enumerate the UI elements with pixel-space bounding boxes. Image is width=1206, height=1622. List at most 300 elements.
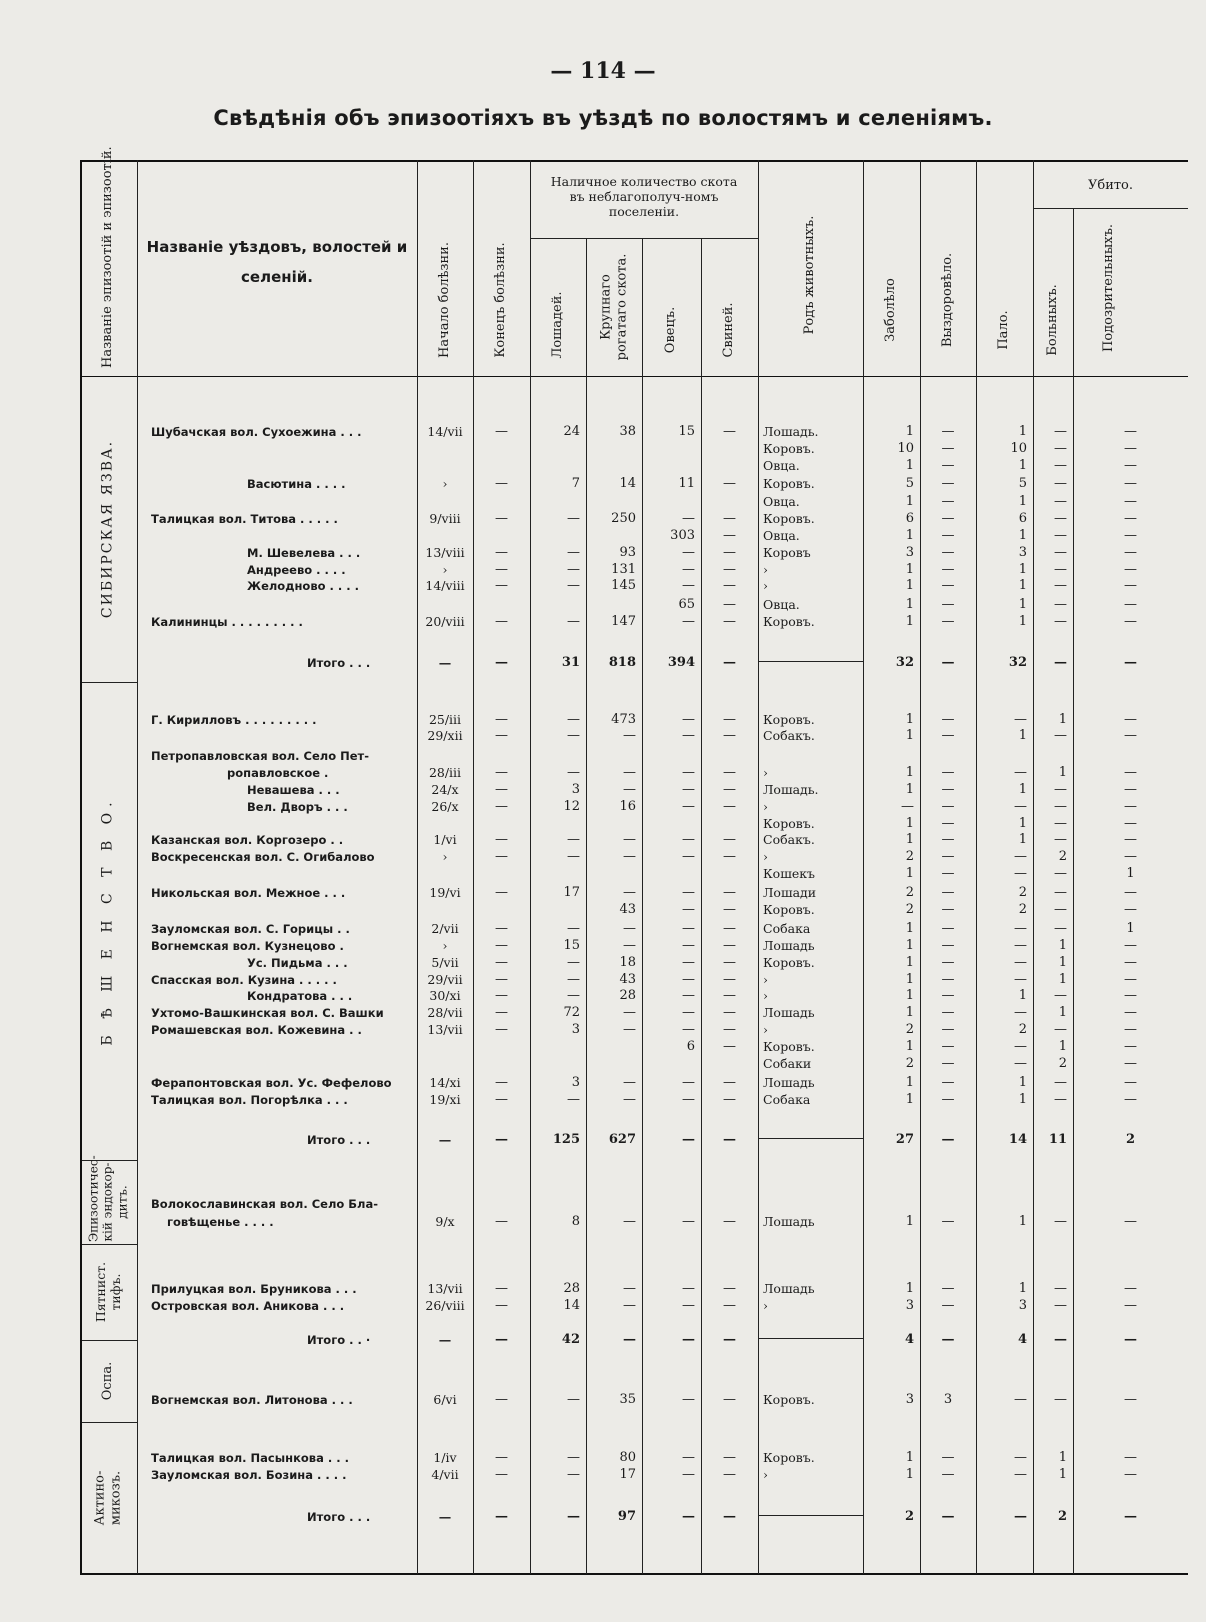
cell-pigs: — xyxy=(723,1392,736,1407)
cell-horses: 7 xyxy=(571,476,580,491)
cell-kind: Овца. xyxy=(763,528,800,543)
cell-kp: — xyxy=(1124,1332,1137,1347)
cell-ks: 2 xyxy=(1058,1056,1067,1071)
cell-died: — xyxy=(1014,1005,1027,1020)
cell-start: 29/vii xyxy=(427,972,463,987)
cell-ks: — xyxy=(1054,511,1067,526)
cell-sick: 1 xyxy=(905,1039,914,1054)
cell-start: 30/xi xyxy=(429,988,461,1003)
cell-pigs: — xyxy=(723,545,736,560)
episootic-table xyxy=(80,146,1188,1574)
cell-horses: — xyxy=(567,1092,580,1107)
cell-start: 26/viii xyxy=(425,1298,465,1313)
cell-sick: 2 xyxy=(905,1056,914,1071)
cell-rec: — xyxy=(941,1214,955,1229)
cell-pigs: — xyxy=(723,655,736,670)
row-name: Зауломская вол. С. Горицы . . xyxy=(151,922,350,936)
row-name: М. Шевелева . . . xyxy=(247,546,361,560)
total-underline xyxy=(758,1138,863,1139)
cell-sick: 1 xyxy=(905,1214,914,1229)
cell-died: 4 xyxy=(1017,1332,1027,1347)
cell-sick: 1 xyxy=(905,728,914,743)
cell-kind: › xyxy=(763,1467,768,1482)
header-cattle: Крупнаго рогатаго скота. xyxy=(598,253,629,361)
cell-rec: — xyxy=(941,614,955,629)
cell-kind: Овца. xyxy=(763,458,800,473)
cell-end: — xyxy=(495,765,508,780)
cell-ks: — xyxy=(1054,476,1067,491)
cell-sheep: — xyxy=(682,938,695,953)
cell-cattle: — xyxy=(623,728,636,743)
cell-died: — xyxy=(1014,955,1027,970)
cell-ks: 1 xyxy=(1058,938,1067,953)
cell-pigs: — xyxy=(723,1298,736,1313)
cell-horses: — xyxy=(567,712,580,727)
cell-horses: 15 xyxy=(563,938,580,953)
total-row-label: Итого . . · xyxy=(307,1333,371,1347)
cell-sheep: — xyxy=(682,1332,695,1347)
cell-died: — xyxy=(1014,1039,1027,1054)
cell-kp: — xyxy=(1124,458,1137,473)
cell-kp: — xyxy=(1124,1467,1137,1482)
cell-rec: — xyxy=(941,511,955,526)
cell-start: 1/iv xyxy=(433,1450,457,1465)
cell-pigs: — xyxy=(723,614,736,629)
cell-died: — xyxy=(1014,1467,1027,1482)
cell-died: 2 xyxy=(1018,1022,1027,1037)
cell-cattle: — xyxy=(623,1022,636,1037)
cell-end: — xyxy=(495,782,508,797)
cell-rec: — xyxy=(941,988,955,1003)
cell-rec: — xyxy=(941,545,955,560)
cell-rec: — xyxy=(941,1281,955,1296)
cell-pigs: — xyxy=(723,528,736,543)
row-name: Ухтомо-Вашкинская вол. С. Вашки xyxy=(151,1006,384,1020)
cell-pigs: — xyxy=(723,885,736,900)
row-name: Ромашевская вол. Кожевина . . xyxy=(151,1023,362,1037)
cell-cattle: — xyxy=(623,1214,636,1229)
cell-ks: — xyxy=(1054,799,1067,814)
cell-kind: Коровъ. xyxy=(763,902,815,917)
cell-horses: 28 xyxy=(563,1281,580,1296)
cell-end: — xyxy=(495,545,508,560)
cell-rec: — xyxy=(941,1467,955,1482)
cell-start: 14/vii xyxy=(427,424,463,439)
cell-ks: — xyxy=(1054,578,1067,593)
cell-horses: — xyxy=(567,578,580,593)
cell-sick: 1 xyxy=(905,938,914,953)
cell-horses: — xyxy=(567,988,580,1003)
cell-rec: — xyxy=(941,476,955,491)
cell-ks: — xyxy=(1054,885,1067,900)
cell-sheep: — xyxy=(682,614,695,629)
cell-end: — xyxy=(495,1450,508,1465)
cell-start: 24/x xyxy=(431,782,459,797)
cell-kp: — xyxy=(1124,1450,1137,1465)
cell-kp: — xyxy=(1124,494,1137,509)
cell-died: 1 xyxy=(1018,458,1027,473)
cell-end: — xyxy=(495,1214,508,1229)
cell-end: — xyxy=(495,799,508,814)
cell-kind: › xyxy=(763,988,768,1003)
total-row-label: Итого . . . xyxy=(307,1510,371,1524)
cell-kp: — xyxy=(1124,712,1137,727)
cell-cattle: 627 xyxy=(608,1132,636,1147)
row-name: Калининцы . . . . . . . . . xyxy=(151,615,303,629)
cell-horses: 3 xyxy=(571,1075,580,1090)
cell-ks: — xyxy=(1054,597,1067,612)
cell-pigs: — xyxy=(723,972,736,987)
cell-died: 1 xyxy=(1018,1214,1027,1229)
cell-pigs: — xyxy=(723,921,736,936)
killed-group-rule xyxy=(1033,208,1188,209)
cell-ks: — xyxy=(1054,921,1067,936)
total-row-label: Итого . . . xyxy=(307,656,371,670)
cell-pigs: — xyxy=(723,597,736,612)
cell-sheep: — xyxy=(682,1214,695,1229)
cell-rec: — xyxy=(941,1132,955,1147)
cell-sheep: — xyxy=(682,1298,695,1313)
cell-rec: — xyxy=(941,458,955,473)
cell-died: — xyxy=(1014,1392,1027,1407)
cell-kind: Коровъ. xyxy=(763,1450,815,1465)
cell-ks: 1 xyxy=(1058,712,1067,727)
cell-kp: 2 xyxy=(1125,1132,1136,1147)
row-name: Зауломская вол. Бозина . . . . xyxy=(151,1468,347,1482)
cell-kp: — xyxy=(1124,1056,1137,1071)
total-underline xyxy=(758,1515,863,1516)
cell-ks: 1 xyxy=(1058,972,1067,987)
cell-kp: — xyxy=(1124,614,1137,629)
row-name: Спасская вол. Кузина . . . . . xyxy=(151,973,337,987)
cell-sick: 1 xyxy=(905,782,914,797)
cell-kp: — xyxy=(1124,782,1137,797)
cell-pigs: — xyxy=(723,902,736,917)
cell-ks: 1 xyxy=(1058,765,1067,780)
cell-cattle: 93 xyxy=(619,545,636,560)
cell-end: — xyxy=(495,1298,508,1313)
cell-start: 14/xi xyxy=(429,1075,461,1090)
cell-sick: 1 xyxy=(905,1092,914,1107)
cell-cattle: — xyxy=(623,938,636,953)
cell-ks: — xyxy=(1054,866,1067,881)
cell-start: — xyxy=(438,655,452,670)
header-name: Названіе уѣздовъ, волостей и селеній. xyxy=(146,238,408,286)
cell-died: 3 xyxy=(1018,1298,1027,1313)
cell-pigs: — xyxy=(723,782,736,797)
group-sep xyxy=(80,1244,137,1245)
cell-sick: 2 xyxy=(905,902,914,917)
header-bottom-rule xyxy=(80,376,1188,377)
cell-ks: — xyxy=(1054,1092,1067,1107)
header-disease: Названіе эпизоотій и эпизоотій. xyxy=(100,146,116,368)
cell-sick: 1 xyxy=(905,866,914,881)
cell-ks: — xyxy=(1054,1075,1067,1090)
cell-rec: — xyxy=(941,1509,955,1524)
cell-horses: — xyxy=(567,972,580,987)
cell-pigs: — xyxy=(723,1022,736,1037)
row-name: Ус. Пидьма . . . xyxy=(247,956,348,970)
cell-cattle: — xyxy=(623,921,636,936)
cell-sick: 2 xyxy=(904,1509,914,1524)
cell-sheep: — xyxy=(682,955,695,970)
cell-pigs: — xyxy=(723,849,736,864)
cell-ks: — xyxy=(1054,494,1067,509)
cell-cattle: 17 xyxy=(619,1467,636,1482)
table-top-rule xyxy=(80,160,1188,162)
cell-start: › xyxy=(442,476,448,491)
group-label: Эпизоотичес-кій эндокор-дитъ. xyxy=(86,1155,130,1242)
cell-kind: › xyxy=(763,578,768,593)
cell-ks: — xyxy=(1054,1392,1067,1407)
cell-rec: — xyxy=(941,528,955,543)
cell-sick: 1 xyxy=(905,816,914,831)
cell-sick: 1 xyxy=(905,1467,914,1482)
cell-sheep: — xyxy=(682,578,695,593)
header-end: Конецъ болѣзни. xyxy=(493,242,509,358)
cell-kp: — xyxy=(1124,849,1137,864)
cell-sick: 27 xyxy=(895,1132,914,1147)
cell-horses: 125 xyxy=(552,1132,580,1147)
cell-died: 1 xyxy=(1018,1092,1027,1107)
cell-sheep: 11 xyxy=(678,476,695,491)
cell-kind: Лошадь. xyxy=(763,782,819,797)
cell-kind: Собакъ. xyxy=(763,728,815,743)
cell-rec: — xyxy=(941,816,955,831)
cell-start: 20/viii xyxy=(425,614,465,629)
cell-sheep: — xyxy=(682,1075,695,1090)
row-name: Невашева . . . xyxy=(247,783,340,797)
cell-start: 28/iii xyxy=(428,765,462,780)
cell-rec: — xyxy=(941,1039,955,1054)
cell-sick: 32 xyxy=(895,655,914,670)
row-name: Васютина . . . . xyxy=(247,477,346,491)
cell-died: 5 xyxy=(1018,476,1027,491)
cell-cattle: 473 xyxy=(611,712,636,727)
cell-end: — xyxy=(495,712,508,727)
cell-sheep: — xyxy=(682,832,695,847)
group-label: Б Ѣ Ш Е Н С Т В О. xyxy=(99,796,116,1046)
cell-end: — xyxy=(495,938,508,953)
cell-kind: › xyxy=(763,972,768,987)
cell-end: — xyxy=(495,1392,508,1407)
cell-sheep: — xyxy=(682,1509,695,1524)
cell-died: 1 xyxy=(1018,562,1027,577)
cell-end: — xyxy=(495,728,508,743)
cell-end: — xyxy=(495,955,508,970)
cell-rec: 3 xyxy=(943,1392,953,1407)
cell-rec: — xyxy=(941,885,955,900)
row-name: говѣщенье . . . . xyxy=(167,1215,274,1229)
cell-died: — xyxy=(1014,1056,1027,1071)
cell-horses: — xyxy=(567,614,580,629)
cell-horses: — xyxy=(567,728,580,743)
cell-ks: — xyxy=(1054,424,1067,439)
cell-kp: — xyxy=(1124,476,1137,491)
cell-ks: — xyxy=(1054,1332,1067,1347)
cell-horses: 12 xyxy=(563,799,580,814)
cell-sheep: 394 xyxy=(667,655,695,670)
group-sep xyxy=(80,1340,137,1341)
cell-start: › xyxy=(442,938,448,953)
cell-died: 6 xyxy=(1018,511,1027,526)
cell-sheep: — xyxy=(682,1392,695,1407)
cell-horses: 72 xyxy=(563,1005,580,1020)
cell-kp: — xyxy=(1124,988,1137,1003)
cell-horses: 17 xyxy=(563,885,580,900)
cell-cattle: 35 xyxy=(619,1392,636,1407)
cell-sheep: 303 xyxy=(670,528,695,543)
cell-rec: — xyxy=(941,955,955,970)
cell-sheep: — xyxy=(682,562,695,577)
cell-horses: 31 xyxy=(561,655,580,670)
cell-pigs: — xyxy=(723,712,736,727)
row-name: Вел. Дворъ . . . xyxy=(247,800,348,814)
cell-kp: — xyxy=(1124,578,1137,593)
group-label: СИБИРСКАЯ ЯЗВА. xyxy=(99,439,116,619)
cell-start: 29/xii xyxy=(427,728,463,743)
cell-cattle: 80 xyxy=(619,1450,636,1465)
cell-died: — xyxy=(1014,765,1027,780)
cell-start: — xyxy=(438,1332,452,1347)
header-sheep: Овецъ. xyxy=(663,306,679,354)
cell-ks: — xyxy=(1054,458,1067,473)
cell-end: — xyxy=(495,562,508,577)
cell-kind: › xyxy=(763,562,768,577)
total-row-label: Итого . . . xyxy=(307,1133,371,1147)
cell-sick: 1 xyxy=(905,972,914,987)
row-name: Казанская вол. Коргозеро . . xyxy=(151,833,344,847)
cell-rec: — xyxy=(941,972,955,987)
cell-horses: — xyxy=(567,1392,580,1407)
cell-kind: › xyxy=(763,849,768,864)
group-sep xyxy=(80,682,137,683)
cell-cattle: 38 xyxy=(619,424,636,439)
cell-end: — xyxy=(495,832,508,847)
cell-kp: — xyxy=(1124,1281,1137,1296)
cell-kp: — xyxy=(1124,938,1137,953)
cell-pigs: — xyxy=(723,1509,736,1524)
cell-pigs: — xyxy=(723,832,736,847)
cell-sick: 1 xyxy=(905,578,914,593)
cell-horses: 24 xyxy=(563,424,580,439)
cell-ks: — xyxy=(1054,655,1067,670)
cell-rec: — xyxy=(941,832,955,847)
cell-died: 3 xyxy=(1018,545,1027,560)
cell-start: 14/viii xyxy=(425,578,465,593)
header-pigs: Свиней. xyxy=(721,302,737,358)
cell-start: 1/vi xyxy=(433,832,457,847)
cell-sheep: — xyxy=(682,765,695,780)
cell-died: 2 xyxy=(1018,885,1027,900)
row-name: Вогнемская вол. Кузнецово . xyxy=(151,939,344,953)
group-label: Оспа. xyxy=(100,1361,116,1401)
header-start: Начало болѣзни. xyxy=(437,242,453,358)
cell-kind: Собака xyxy=(763,1092,811,1107)
cell-start: 5/vii xyxy=(431,955,459,970)
cell-cattle: 28 xyxy=(619,988,636,1003)
cell-rec: — xyxy=(941,921,955,936)
cell-end: — xyxy=(495,614,508,629)
cell-kp: — xyxy=(1124,728,1137,743)
cell-rec: — xyxy=(941,799,955,814)
cell-start: 28/vii xyxy=(427,1005,463,1020)
cell-died: 32 xyxy=(1008,655,1027,670)
header-animal-kind: Родъ животныхъ. xyxy=(802,215,818,335)
cell-ks: — xyxy=(1054,614,1067,629)
cell-rec: — xyxy=(941,1332,955,1347)
cell-horses: 3 xyxy=(571,782,580,797)
cell-ks: — xyxy=(1054,1281,1067,1296)
cell-start: 4/vii xyxy=(431,1467,459,1482)
livestock-group-rule xyxy=(530,238,758,239)
cell-died: — xyxy=(1014,972,1027,987)
cell-kp: 1 xyxy=(1126,866,1135,881)
cell-kind: Коровъ. xyxy=(763,955,815,970)
cell-kp: — xyxy=(1124,1022,1137,1037)
cell-rec: — xyxy=(941,728,955,743)
cell-sick: 1 xyxy=(905,562,914,577)
cell-kp: — xyxy=(1124,799,1137,814)
cell-ks: 2 xyxy=(1057,1509,1067,1524)
cell-horses: — xyxy=(567,955,580,970)
cell-kind: › xyxy=(763,765,768,780)
cell-end: — xyxy=(495,972,508,987)
cell-kind: Лошади xyxy=(763,885,817,900)
cell-sick: 2 xyxy=(905,849,914,864)
cell-end: — xyxy=(495,511,508,526)
cell-pigs: — xyxy=(723,728,736,743)
cell-sick: 3 xyxy=(905,1298,914,1313)
cell-cattle: — xyxy=(623,832,636,847)
cell-kp: — xyxy=(1124,765,1137,780)
cell-died: 2 xyxy=(1018,902,1027,917)
cell-ks: — xyxy=(1054,1214,1067,1229)
cell-sick: 1 xyxy=(905,458,914,473)
cell-sick: 1 xyxy=(905,988,914,1003)
cell-cattle: — xyxy=(623,1092,636,1107)
cell-end: — xyxy=(495,1005,508,1020)
cell-pigs: — xyxy=(723,1450,736,1465)
cell-ks: 1 xyxy=(1058,1467,1067,1482)
row-name: Желодново . . . . xyxy=(247,579,360,593)
cell-cattle: 43 xyxy=(619,972,636,987)
cell-pigs: — xyxy=(723,1281,736,1296)
cell-cattle: 145 xyxy=(611,578,636,593)
cell-kind: Коровъ. xyxy=(763,712,815,727)
cell-end: — xyxy=(495,476,508,491)
cell-pigs: — xyxy=(723,1092,736,1107)
cell-horses: 3 xyxy=(571,1022,580,1037)
cell-kind: › xyxy=(763,799,768,814)
cell-cattle: 250 xyxy=(611,511,636,526)
cell-ks: 1 xyxy=(1058,1005,1067,1020)
cell-kp: — xyxy=(1124,1005,1137,1020)
cell-cattle: — xyxy=(623,1298,636,1313)
cell-sick: 4 xyxy=(904,1332,914,1347)
cell-sheep: — xyxy=(682,545,695,560)
cell-died: — xyxy=(1014,921,1027,936)
cell-sheep: — xyxy=(682,902,695,917)
cell-ks: — xyxy=(1054,832,1067,847)
cell-cattle: 43 xyxy=(619,902,636,917)
cell-kind: Кошекъ xyxy=(763,866,815,881)
cell-sick: 3 xyxy=(905,1392,914,1407)
cell-start: 19/vi xyxy=(429,885,461,900)
cell-pigs: — xyxy=(723,1467,736,1482)
row-name: Воскресенская вол. С. Огибалово xyxy=(151,850,375,864)
cell-start: › xyxy=(442,562,448,577)
